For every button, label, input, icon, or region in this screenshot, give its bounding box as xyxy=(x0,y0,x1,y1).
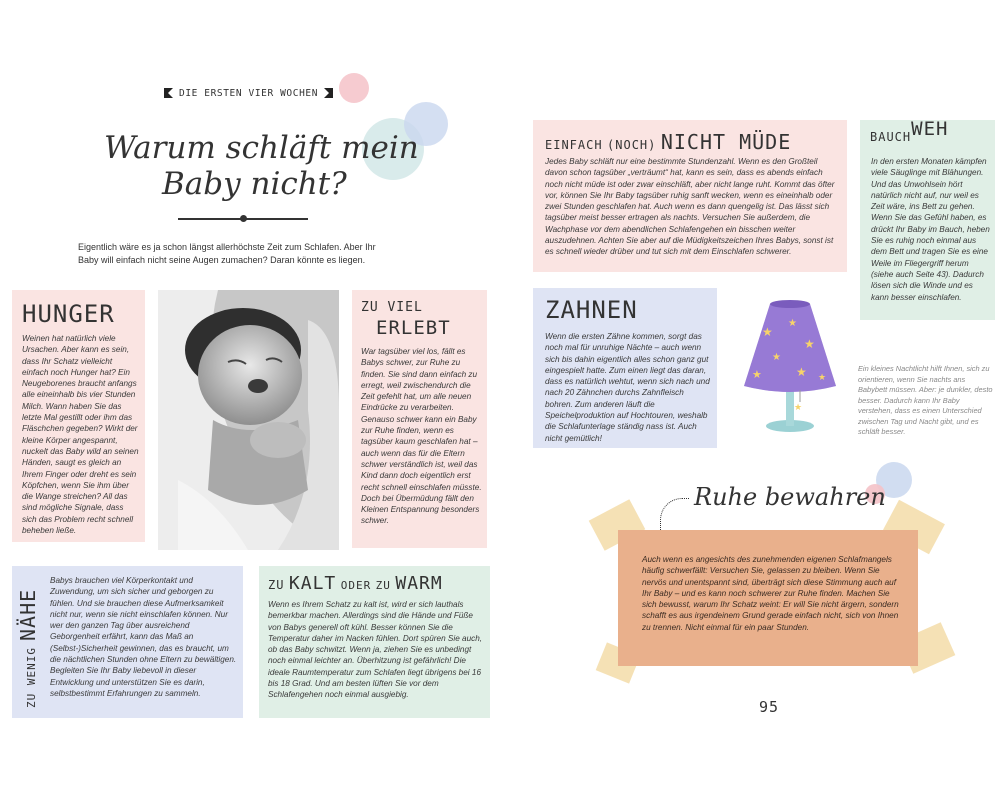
section-label-text: DIE ERSTEN VIER WOCHEN xyxy=(179,87,319,99)
night-lamp-illustration xyxy=(738,298,842,436)
nicht-muede-card xyxy=(533,120,847,272)
page-title-line2: Baby nicht? xyxy=(162,166,347,202)
baby-photo-illustration xyxy=(158,290,339,550)
zu-kalt-oder-zu-warm-card xyxy=(259,566,490,718)
page-number: 95 xyxy=(759,698,780,716)
svg-text:★: ★ xyxy=(796,365,807,379)
intro-text: Eigentlich wäre es ja schon längst allerhöchste Zeit zum Schlafen. Aber Ihr Baby will einfach nicht seine Augen zumachen? Daran könnte es liegen. xyxy=(78,242,376,265)
zahnen-heading: ZAHNEN xyxy=(545,296,638,324)
kalt-heading-part4: ZU xyxy=(375,579,391,592)
svg-text:★: ★ xyxy=(788,318,797,329)
naehe-heading xyxy=(16,589,40,708)
bauchweh-card xyxy=(860,120,995,320)
hunger-text: Weinen hat natürlich viele Ursachen. Aber kann es sein, dass Ihr Schatz vielleicht einfach noch Hunger hat? Ein Neugeborenes braucht anfangs alle eineinhalb bis vier Stunden Milch. Wann haben Sie das letzte Mal gestillt oder ihm das Fläschchen gegeben? Wirkt der kleine Körper angespannt, nuckelt das Baby wild an seinen Händen, saugt es gleich an Ihrem Finger oder dreht es sein Köpfchen, wenn Sie ihm über die Wange streichen? All das sind mögliche Signale, dass sich das Problem recht schnell beheben ließe. xyxy=(22,334,139,536)
kalt-heading xyxy=(268,573,443,594)
bookmark-right-icon xyxy=(324,88,333,98)
zu-wenig-naehe-card xyxy=(12,566,243,718)
ruhe-text: Auch wenn es angesichts des zunehmenden eigenen Schlafmangels häufig schwerfällt: Versuchen Sie, gelassen zu bleiben. Wenn Sie nervös und unentspannt sind, überträgt sich diese Stimmung auch auf Ihr Baby – und es kann noch schwerer zur Ruhe finden. Machen Sie sich bewusst, warum Ihr Schatz weint: Er will Sie nicht ärgern, sondern schafft es aus irgendeinem Grund gerade einfach nicht, sich von Ihnen zu trennen. Nicht einmal für ein paar Stunden. xyxy=(642,555,899,632)
baby-photo xyxy=(158,290,339,550)
kalt-heading-part2: KALT xyxy=(288,573,337,594)
zu-viel-heading-big: ERLEBT xyxy=(376,317,451,339)
kalt-heading-part1: ZU xyxy=(268,578,285,592)
naehe-heading-small: ZU WENIG xyxy=(25,647,38,708)
ruhe-bewahren-card xyxy=(618,530,918,666)
kalt-heading-part5: WARM xyxy=(395,573,443,594)
ruhe-heading: Ruhe bewahren xyxy=(694,483,886,511)
svg-text:★: ★ xyxy=(794,402,803,412)
svg-text:★: ★ xyxy=(752,369,762,381)
zu-viel-text: War tagsüber viel los, fällt es Babys schwer, zur Ruhe zu finden. Sie sind dann einfach zu erregt, weil zwischendurch die Zeit gefehlt hat, um alle neuen Eindrücke zu verarbeiten. Genauso schwer kann ein Baby zur Ruhe finden, wenn es tagsüber kaum geschlafen hat – auch wenn das für die Eltern schwer verständlich ist, weil das Kind dann doch eigentlich erst recht schnell einschlafen müsste. Doch bei Übermüdung fällt den Kleinen Entspannung besonders schwer. xyxy=(361,347,482,526)
muede-heading-part3: NICHT MÜDE xyxy=(660,130,792,154)
naehe-text: Babys brauchen viel Körperkontakt und Zuwendung, um sich sicher und geborgen zu fühlen. Und sie brauchen diese Aufmerksamkeit nicht nur, wenn sie nicht einschlafen können. Nur wer den ganzen Tag über ausreichend Geborgenheit erfährt, kann das Maß an (Selbst-)Sicherheit gewinnen, das es braucht, um die nächtlichen Stunden ohne Eltern zu bewältigen. Begleiten Sie Ihr Baby liebevoll in dieser Entwicklung und unterstützen Sie es darin, selbstbestimmt Erfahrungen zu sammeln. xyxy=(50,576,237,698)
lamp-caption: Ein kleines Nachtlicht hilft Ihnen, sich zu orientieren, wenn Sie nachts ans Babybett müssen. Aber: je dunkler, desto besser. Dadurch kann Ihr Baby verstehen, dass es einen Unterschied zwischen Tag und Nacht gibt, und es schläft besser. xyxy=(858,364,993,436)
bookmark-left-icon xyxy=(164,88,173,98)
bauchweh-heading xyxy=(870,120,949,146)
svg-text:★: ★ xyxy=(804,337,815,351)
muede-heading-part1: EINFACH xyxy=(545,138,603,152)
svg-text:★: ★ xyxy=(772,352,781,363)
hunger-card xyxy=(12,290,145,542)
hunger-heading: HUNGER xyxy=(22,300,115,328)
muede-text: Jedes Baby schläft nur eine bestimmte Stundenzahl. Wenn es den Großteil davon schon tagsüber „verträumt“ hat, kann es sein, dass es abends einfach noch nicht müde ist oder zwar einschläft, aber nicht lange ruht. Kommt das öfter vor, können Sie Ihr Baby tagsüber ruhig sanft wecken, wenn es eineinhalb oder zwei Stunden geschlafen hat. Auch wenn es dann quengelig ist. Das lässt sich tagsüber meist besser ertragen als nachts. Versuchen Sie außerdem, die Wachphase vor dem abendlichen Schlafengehen ein bisschen weiter auszudehnen. Achten Sie aber auf die Müdigkeitszeichen Ihres Babys, sonst ist es schnell wieder drüber und tut sich mit dem Einschlafen schwerer. xyxy=(545,157,835,257)
kalt-text: Wenn es Ihrem Schatz zu kalt ist, wird er sich lauthals bemerkbar machen. Allerdings sind die Hände und Füße von Babys generell oft kühl. Besser können Sie die Temperatur daher im Nacken fühlen. Dort spüren Sie auch, ob das Baby schwitzt. Wenn ja, ziehen Sie es unbedingt noch einmal leichter an. Überhitzung ist gefährlich! Die ideale Raumtemperatur zum Schlafen liegt übrigens bei 16 bis 18 Grad. Und am besten lüften Sie vor dem Schlafengehen noch einmal ausgiebig. xyxy=(268,600,483,700)
pink-watercolor-dot xyxy=(339,73,369,103)
zahnen-text: Wenn die ersten Zähne kommen, sorgt das noch mal für unruhige Nächte – auch wenn sich bis dahin eigentlich alles schon ganz gut eingespielt hatte. Zum einen liegt das daran, dass es natürlich wehtut, wenn sich nach und nach 20 Zähnchen durchs Zahnfleisch bohren. Zum anderen läuft die Speichelproduktion auf Hochtouren, weshalb die Schlafunterlage ständig nass ist. Auch nicht gemütlich! xyxy=(545,332,710,443)
zu-viel-erlebt-card xyxy=(352,290,487,548)
zahnen-card xyxy=(533,288,717,448)
section-label xyxy=(164,86,333,100)
bauchweh-heading-part2: WEH xyxy=(911,120,949,140)
bauchweh-heading-part1: BAUCH xyxy=(870,130,912,144)
svg-text:★: ★ xyxy=(762,325,773,339)
kalt-heading-part3: ODER xyxy=(340,579,372,592)
muede-heading-part2: (NOCH) xyxy=(607,138,657,152)
muede-heading xyxy=(545,130,791,154)
bauchweh-text: In den ersten Monaten kämpfen viele Säuglinge mit Blähungen. Und das Unwohlsein hört natürlich nicht auf, nur weil es Zeit wäre, ins Bett zu gehen. Wenn Sie das Gefühl haben, es drückt Ihr Baby im Bauch, heben Sie es ruhig noch einmal aus dem Bett und tragen Sie es eine Weile im Fliegergriff herum (siehe auch Seite 43). Dadurch lösen sich die Winde und es kann besser einschlafen. xyxy=(871,157,990,302)
title-divider-dot xyxy=(240,215,247,222)
page-title-line1: Warum schläft mein xyxy=(104,130,419,166)
zu-viel-heading-small: ZU VIEL xyxy=(361,300,423,315)
svg-text:★: ★ xyxy=(818,372,827,382)
naehe-heading-big: NÄHE xyxy=(16,588,40,642)
